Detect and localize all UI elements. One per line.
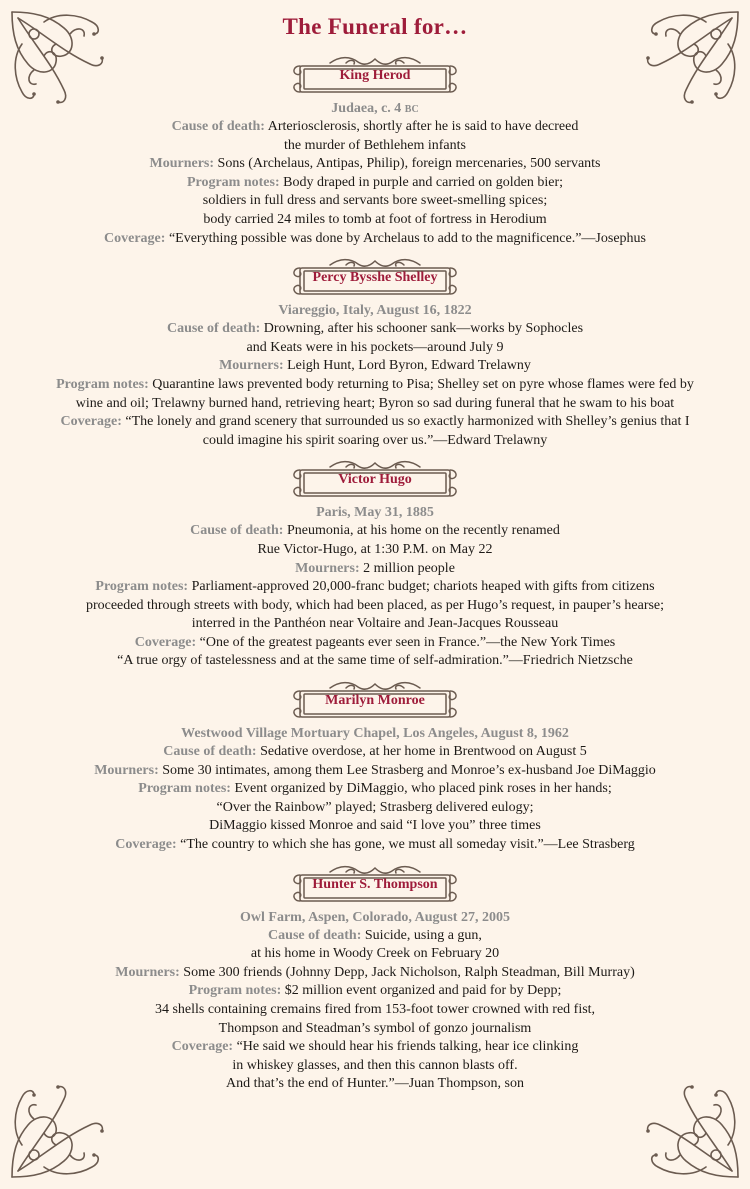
cause-of-death-text: Suicide, using a gun, [364, 927, 482, 943]
coverage-label: Coverage: [104, 230, 166, 246]
program-notes-label: Program notes: [188, 983, 282, 999]
mourners-text: Some 300 friends (Johnny Depp, Jack Nicholson, Ralph Steadman, Bill Murray) [183, 964, 635, 980]
coverage-text: in whiskey glasses, and then this cannon blasts off. [232, 1057, 518, 1073]
program-notes-text: proceeded through streets with body, which had been placed, as per Hugo’s request, in pauper’s hearse; [85, 597, 665, 613]
program-notes-line [0, 615, 750, 634]
mourners-line [0, 560, 750, 579]
mourners-line [0, 155, 750, 174]
coverage-text: “The lonely and grand scenery that surrounded us so exactly harmonized with Shelley’s genius that I [125, 414, 690, 430]
page-title: The Funeral for… [282, 14, 468, 39]
cause-of-death-text: Rue Victor-Hugo, at 1:30 P.M. on May 22 [257, 541, 493, 557]
cause-of-death-label: Cause of death: [171, 119, 265, 134]
entry-name: Percy Bysshe Shelley [312, 270, 438, 286]
mourners-label: Mourners: [115, 964, 180, 980]
mourners-label: Mourners: [295, 560, 360, 576]
program-notes-line [0, 1020, 750, 1039]
program-notes-text: Body draped in purple and carried on golden bier; [283, 174, 564, 190]
coverage-line [0, 432, 750, 451]
cause-of-death-line [0, 945, 750, 964]
program-notes-line [0, 376, 750, 395]
program-notes-text: soldiers in full dress and servants bore sweet-smelling spices; [202, 193, 548, 209]
coverage-line [0, 836, 750, 855]
mourners-text: 2 million people [363, 560, 455, 576]
program-notes-text: Event organized by DiMaggio, who placed pink roses in her hands; [234, 781, 612, 797]
cause-of-death-text: at his home in Woody Creek on February 20 [250, 946, 500, 962]
program-notes-text: interred in the Panthéon near Voltaire and Jean-Jacques Rousseau [191, 616, 559, 632]
program-notes-text: body carried 24 miles to tomb at foot of fortress in Herodium [203, 211, 547, 227]
program-notes-text: DiMaggio kissed Monroe and said “I love you” three times [209, 818, 541, 834]
coverage-text: could imagine his spirit soaring over us.”—Edward Trelawny [202, 432, 548, 448]
entry-place: Viareggio, Italy, August 16, 1822 [278, 303, 472, 319]
coverage-label: Coverage: [60, 414, 122, 430]
coverage-line [0, 1038, 750, 1057]
cause-of-death-text: Arteriosclerosis, shortly after he is said to have decreed [267, 119, 579, 134]
cause-of-death-line [0, 927, 750, 946]
coverage-label: Coverage: [171, 1039, 234, 1055]
coverage-text: “He said we should hear his friends talking, hear ice clinking [236, 1039, 579, 1055]
cause-of-death-line [0, 522, 750, 541]
entry-place: Paris, May 31, 1885 [316, 505, 434, 521]
program-notes-line [0, 597, 750, 616]
program-notes-line [0, 817, 750, 836]
cause-of-death-line [0, 320, 750, 339]
program-notes-line [0, 982, 750, 1001]
entry-name: Marilyn Monroe [325, 693, 425, 709]
coverage-line [0, 1075, 750, 1094]
cause-of-death-text: and Keats were in his pockets—around July 9 [246, 339, 504, 355]
coverage-text: “The country to which she has gone, we must all someday visit.”—Lee Strasberg [180, 837, 635, 853]
cause-of-death-line [0, 743, 750, 762]
mourners-label: Mourners: [219, 358, 284, 374]
name-plate [290, 679, 460, 733]
program-notes-line [0, 211, 750, 230]
coverage-line [0, 652, 750, 671]
entry-name: Victor Hugo [338, 472, 412, 488]
mourners-line [0, 357, 750, 376]
coverage-label: Coverage: [134, 634, 197, 650]
coverage-line [0, 413, 750, 432]
program-notes-line [0, 395, 750, 414]
coverage-label: Coverage: [115, 837, 177, 853]
program-notes-text: Parliament-approved 20,000-franc budget; chariots heaped with gifts from citizens [191, 579, 655, 595]
mourners-label: Mourners: [149, 156, 215, 172]
program-notes-line [0, 1001, 750, 1020]
entry-place: Westwood Village Mortuary Chapel, Los Angeles, August 8, 1962 [181, 726, 569, 742]
coverage-text: “A true orgy of tastelessness and at the same time of self-admiration.”—Friedrich Nietzsche [117, 653, 633, 669]
coverage-line [0, 634, 750, 653]
funeral-entry [0, 679, 750, 855]
program-notes-label: Program notes: [138, 781, 231, 797]
cause-of-death-label: Cause of death: [268, 927, 362, 943]
mourners-text: Sons (Archelaus, Antipas, Philip), foreign mercenaries, 500 servants [217, 156, 601, 172]
cause-of-death-text: Sedative overdose, at her home in Brentwood on August 5 [260, 744, 587, 760]
funeral-entry [0, 256, 750, 450]
program-notes-label: Program notes: [95, 579, 189, 595]
funeral-list [0, 54, 750, 1094]
mourners-text: Some 30 intimates, among them Lee Strasberg and Monroe’s ex-husband Joe DiMaggio [162, 762, 656, 778]
cause-of-death-label: Cause of death: [163, 744, 257, 760]
program-notes-text: Thompson and Steadman’s symbol of gonzo journalism [218, 1020, 532, 1036]
mourners-text: Leigh Hunt, Lord Byron, Edward Trelawny [287, 358, 531, 374]
program-notes-line [0, 192, 750, 211]
cause-of-death-text: Drowning, after his schooner sank—works by Sophocles [263, 321, 584, 337]
coverage-text: “Everything possible was done by Archelaus to add to the magnificence.”—Josephus [168, 230, 646, 246]
entry-name: Hunter S. Thompson [312, 876, 438, 892]
coverage-text: “One of the greatest pageants ever seen in France.”—the New York Times [199, 634, 616, 650]
entry-place: Judaea, c. 4 bc [331, 101, 419, 116]
name-plate [290, 458, 460, 512]
cause-of-death-label: Cause of death: [166, 321, 261, 337]
entry-name: King Herod [339, 68, 411, 83]
coverage-line [0, 230, 750, 249]
program-notes-text: “Over the Rainbow” played; Strasberg delivered eulogy; [216, 799, 534, 815]
program-notes-line [0, 174, 750, 193]
cause-of-death-text: Pneumonia, at his home on the recently renamed [286, 523, 560, 539]
funeral-entry [0, 54, 750, 248]
cause-of-death-line [0, 137, 750, 156]
name-plate [290, 256, 460, 310]
program-notes-label: Program notes: [56, 376, 149, 392]
cause-of-death-text: the murder of Bethlehem infants [284, 137, 466, 153]
program-notes-text: wine and oil; Trelawny burned hand, retrieving heart; Byron so sad during funeral that he swam to his boat [75, 395, 675, 411]
funeral-entry [0, 863, 750, 1094]
mourners-line [0, 964, 750, 983]
coverage-text: And that’s the end of Hunter.”—Juan Thompson, son [226, 1076, 524, 1092]
name-plate [290, 863, 460, 917]
cause-of-death-line [0, 118, 750, 137]
funeral-entry [0, 458, 750, 671]
cause-of-death-label: Cause of death: [190, 523, 284, 539]
program-notes-text: $2 million event organized and paid for by Depp; [284, 983, 562, 999]
entry-place: Owl Farm, Aspen, Colorado, August 27, 2005 [240, 909, 510, 925]
coverage-line [0, 1057, 750, 1076]
name-plate [290, 54, 460, 108]
mourners-line [0, 762, 750, 781]
program-notes-line [0, 578, 750, 597]
program-notes-label: Program notes: [186, 174, 280, 190]
program-notes-line [0, 780, 750, 799]
cause-of-death-line [0, 541, 750, 560]
program-notes-text: Quarantine laws prevented body returning to Pisa; Shelley set on pyre whose flames were fed by [152, 376, 694, 392]
mourners-label: Mourners: [94, 762, 159, 778]
program-notes-line [0, 799, 750, 818]
program-notes-text: 34 shells containing cremains fired from 153-foot tower crowned with red fist, [154, 1002, 596, 1017]
cause-of-death-line [0, 339, 750, 358]
